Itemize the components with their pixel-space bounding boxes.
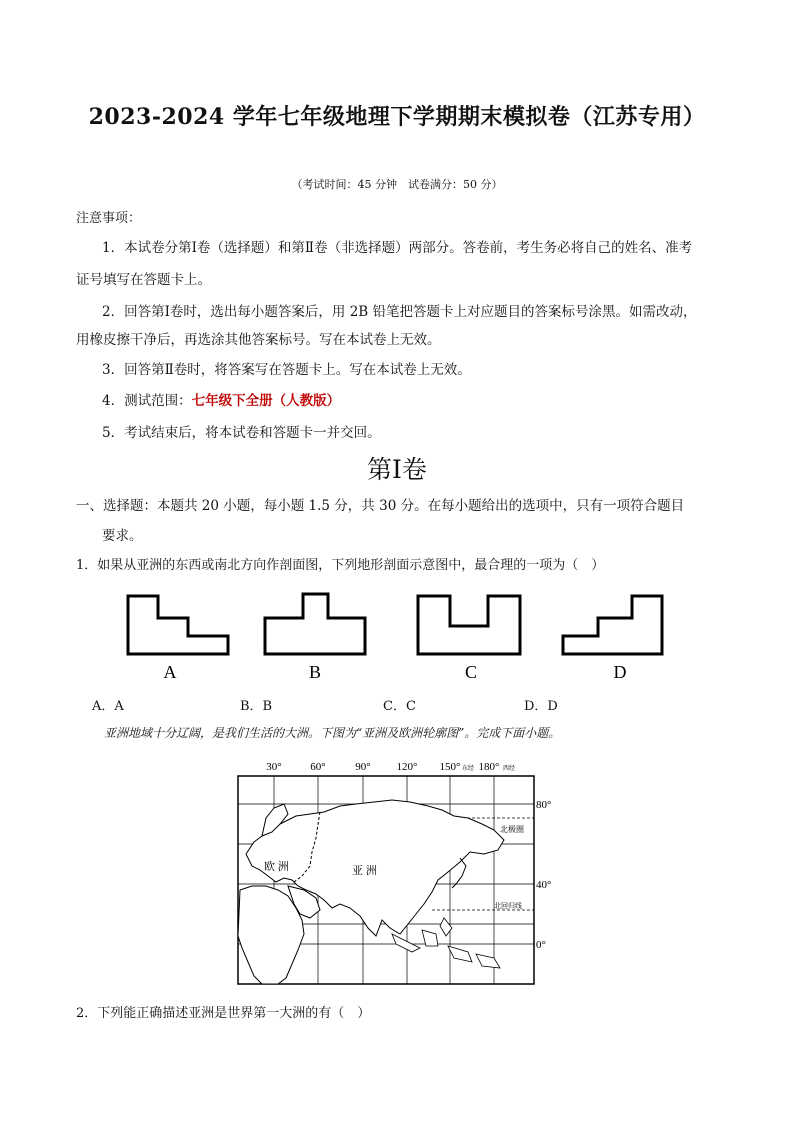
option-a: A．A [92, 699, 124, 714]
profile-a [128, 596, 228, 654]
section-title: 第Ⅰ卷 [367, 455, 427, 484]
option-b: B．B [240, 699, 273, 714]
asia-europe-map [232, 758, 552, 990]
lon-150: 150° [439, 761, 461, 773]
profile-d [563, 596, 662, 654]
label-tropic-cancer: 北回归线 [494, 902, 522, 910]
lon-90: 90° [355, 761, 371, 773]
profile-b [265, 594, 365, 654]
notice-heading: 注意事项： [76, 211, 142, 226]
notice-item-3: 3．回答第Ⅱ卷时，将答案写在答题卡上。写在本试卷上无效。 [102, 362, 471, 378]
lon-120: 120° [396, 761, 418, 773]
notice-item-2: 2．回答第Ⅰ卷时，选出每小题答案后，用 2B 铅笔把答题卡上对应题目的答案标号涂黑。如需改动， [102, 304, 697, 320]
notice-item-1-cont: 证号填写在答题卡上。 [76, 272, 211, 288]
scope-label: 4．测试范围： [102, 393, 192, 409]
figure-label-d: D [613, 662, 627, 682]
lon-180: 180° [478, 761, 500, 773]
label-arctic-circle: 北极圈 [500, 825, 524, 834]
east-longitude: 东经 [461, 766, 475, 772]
question-1: 1．如果从亚洲的东西或南北方向作剖面图，下列地形剖面示意图中，最合理的一项为（ ） [76, 558, 605, 573]
map-intro: 亚洲地域十分辽阔，是我们生活的大洲。下图为“亚洲及欧洲轮廓图”。完成下面小题。 [104, 726, 561, 740]
figure-label-a: A [163, 662, 177, 682]
lat-80: 80° [536, 799, 552, 811]
profile-c [418, 596, 520, 654]
notice-item-4 [102, 385, 340, 417]
figure-label-b: B [308, 662, 322, 682]
option-c: C．C [383, 699, 416, 714]
label-europe: 欧 洲 [264, 861, 289, 873]
option-d: D．D [524, 699, 558, 714]
notice-item-5: 5．考试结束后，将本试卷和答题卡一并交回。 [102, 425, 381, 441]
question-2: 2．下列能正确描述亚洲是世界第一大洲的有（ ） [76, 1006, 371, 1021]
section-intro-cont: 要求。 [102, 528, 143, 544]
notice-item-1: 1．本试卷分第Ⅰ卷（选择题）和第Ⅱ卷（非选择题）两部分。答卷前，考生务必将自己的姓名、准考 [102, 240, 693, 256]
lat-40: 40° [536, 879, 552, 891]
lon-30: 30° [266, 761, 282, 773]
lon-60: 60° [310, 761, 326, 773]
scope-value: 七年级下全册（人教版） [191, 393, 341, 409]
lat-0: 0° [536, 939, 546, 951]
page-title: 2023-2024 学年七年级地理下学期期末模拟卷（江苏专用） [88, 104, 706, 130]
label-asia: 亚 洲 [352, 865, 377, 877]
figure-label-c: C [464, 662, 478, 682]
exam-info: （考试时间：45 分钟 试卷满分：50 分） [291, 178, 503, 191]
notice-item-2-cont: 用橡皮擦干净后，再选涂其他答案标号。写在本试卷上无效。 [76, 332, 441, 348]
west-longitude: 西经 [502, 766, 516, 772]
section-intro: 一、选择题：本题共 20 小题，每小题 1.5 分，共 30 分。在每小题给出的选项中，只有一项符合题目 [76, 498, 685, 514]
profile-figures [120, 588, 680, 688]
